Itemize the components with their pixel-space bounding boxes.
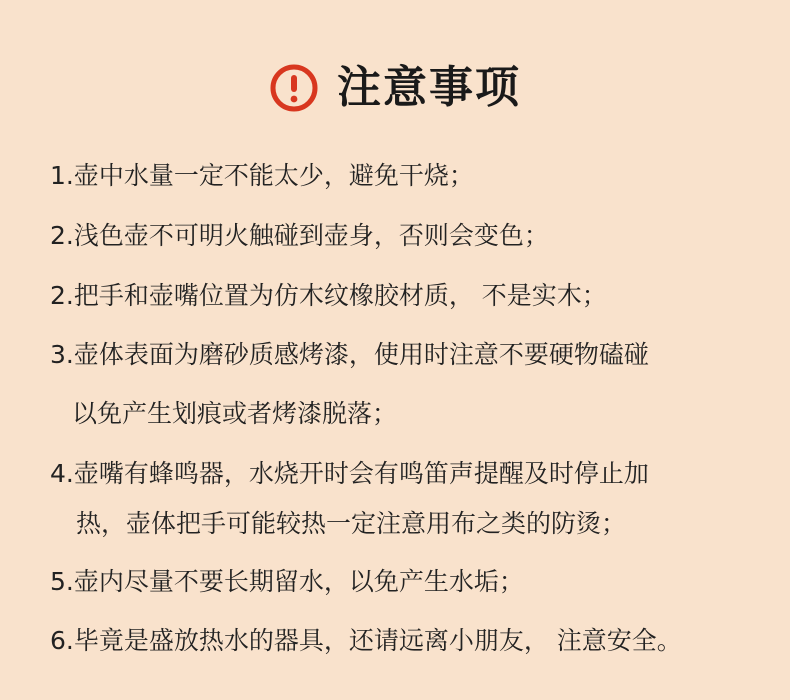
notice-item-4: 3.壶体表面为磨砂质感烤漆，使用时注意不要硬物磕碰 xyxy=(50,340,649,369)
notice-item-6: 5.壶内尽量不要长期留水，以免产生水垢； xyxy=(50,567,524,596)
page-title: 注意事项 xyxy=(337,62,521,113)
notice-item-2: 2.浅色壶不可明火触碰到壶身，否则会变色； xyxy=(50,221,549,250)
notice-item-3: 2.把手和壶嘴位置为仿木纹橡胶材质， 不是实木； xyxy=(50,281,607,310)
notice-item-5: 4.壶嘴有蜂鸣器，水烧开时会有鸣笛声提醒及时停止加 xyxy=(50,459,649,488)
notice-item-4-continued: 以免产生划痕或者烤漆脱落； xyxy=(72,399,398,428)
notice-item-5-continued: 热，壶体把手可能较热一定注意用布之类的防烫； xyxy=(76,509,627,538)
notice-item-1: 1.壶中水量一定不能太少，避免干烧； xyxy=(50,161,474,190)
notice-item-7: 6.毕竟是盛放热水的器具，还请远离小朋友， 注意安全。 xyxy=(50,626,682,655)
